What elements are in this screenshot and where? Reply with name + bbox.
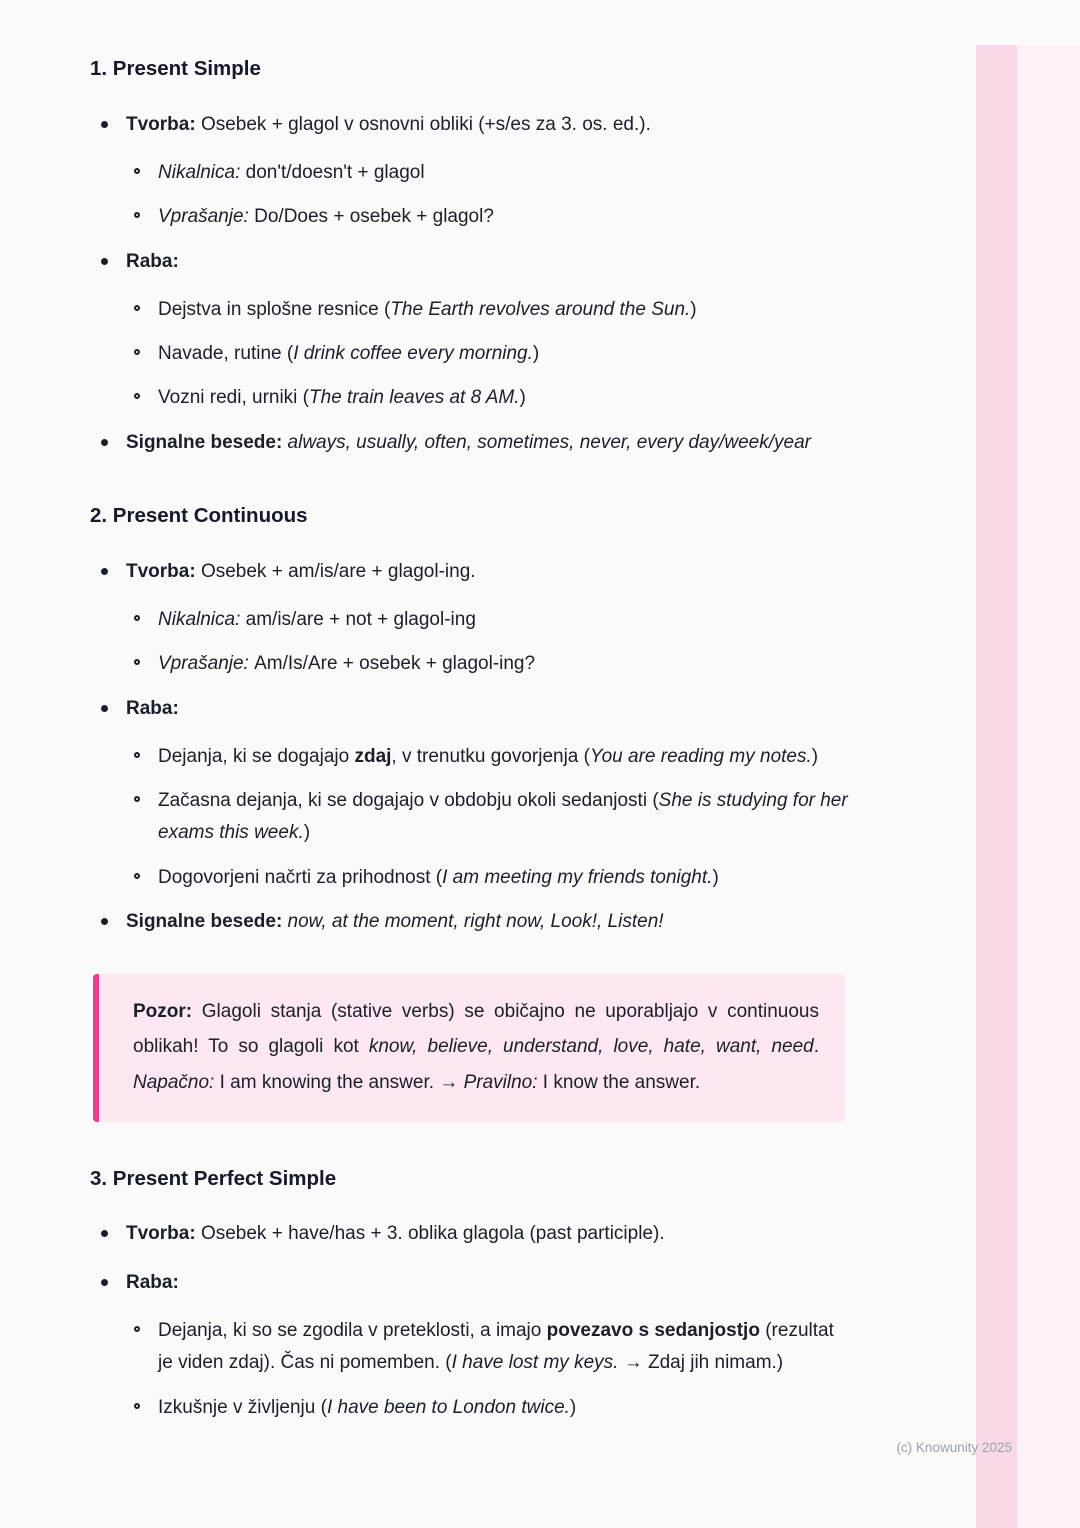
list-item	[90, 109, 852, 141]
text-segment: Osebek + glagol v osnovni obliki (+s/es za 3. os. ed.).	[200, 113, 651, 135]
text-segment: Vprašanje:	[158, 653, 255, 675]
list-item	[90, 246, 852, 278]
text-segment: Am/Is/Are + osebek + glagol-ing?	[254, 653, 536, 675]
bullet-marker	[134, 1326, 140, 1332]
sub-list-item	[90, 157, 852, 189]
sub-list-item	[90, 741, 852, 773]
text-segment: Tvorba:	[126, 560, 201, 582]
text-segment: Osebek + have/has + 3. oblika glagola (past participle).	[200, 1223, 665, 1245]
text-segment: don't/doesn't + glagol	[245, 161, 425, 183]
bullet-marker	[134, 168, 140, 174]
text-segment: )	[690, 298, 697, 320]
bullet-marker	[134, 752, 140, 758]
text-segment: Tvorba:	[126, 113, 201, 135]
text-segment: now, at the moment, right now, Look!, Listen!	[287, 911, 664, 933]
bullet-marker	[101, 705, 108, 712]
bullet-marker	[101, 258, 108, 265]
bullet-marker	[134, 873, 140, 879]
bullet-marker	[101, 918, 108, 925]
text-segment: Navade, rutine (	[158, 343, 294, 365]
text-segment: Do/Does + osebek + glagol?	[254, 206, 494, 228]
bullet-marker	[101, 1279, 108, 1286]
text-segment: Vozni redi, urniki (	[158, 387, 310, 409]
text-segment: Tvorba:	[126, 1223, 201, 1245]
bullet-marker	[134, 305, 140, 311]
list-item	[90, 1218, 852, 1250]
text-segment: I drink coffee every morning.	[293, 343, 533, 365]
text-segment: Glagoli stanja (stative verbs) se običajno ne uporabljajo v continuous oblikah! To so glagoli kot	[133, 1001, 820, 1058]
notes-document	[90, 56, 852, 1436]
text-segment: Signalne besede:	[126, 431, 288, 453]
text-segment: )	[519, 387, 526, 409]
text-segment: Signalne besede:	[126, 911, 288, 933]
section-heading: 2. Present Continuous	[90, 504, 308, 528]
text-segment: Osebek + am/is/are + glagol-ing.	[200, 560, 476, 582]
text-segment: )	[532, 343, 540, 365]
text-segment: )	[569, 1396, 577, 1418]
text-segment: )	[712, 866, 719, 888]
sub-list-item	[90, 604, 852, 636]
sub-list-item	[90, 1392, 852, 1424]
text-segment: Dejanja, ki se dogajajo	[158, 745, 355, 767]
bullet-marker	[134, 796, 140, 802]
list-item	[90, 693, 852, 725]
section-heading: 3. Present Perfect Simple	[90, 1166, 337, 1190]
text-segment: Nikalnica:	[158, 161, 246, 183]
text-segment: .	[813, 1036, 819, 1058]
text-segment: The Earth revolves around the Sun.	[390, 298, 691, 320]
text-segment: I am meeting my friends tonight.	[442, 866, 713, 888]
list-item	[90, 906, 852, 938]
text-segment: povezavo s sedanjostjo	[546, 1319, 760, 1341]
text-segment: )	[811, 745, 819, 767]
text-segment: zdaj	[354, 745, 392, 767]
sub-list-item	[90, 201, 852, 233]
text-segment: I am knowing the answer. →	[219, 1071, 464, 1093]
text-segment: know, believe, understand, love, hate, want, need	[368, 1036, 814, 1058]
text-segment: Začasna dejanja, ki se dogajajo v obdobju okoli sedanjosti (	[158, 790, 659, 812]
list-item	[90, 427, 852, 459]
sub-list-item	[90, 294, 852, 326]
text-segment: Izkušnje v življenju (	[158, 1396, 327, 1418]
bullet-marker	[134, 615, 140, 621]
text-segment: , v trenutku govorjenja (	[391, 745, 590, 767]
text-segment: I have lost my keys.	[451, 1352, 619, 1374]
text-segment: Nikalnica:	[158, 608, 246, 630]
bullet-marker	[134, 1403, 140, 1409]
text-segment: → Zdaj jih nimam.)	[618, 1352, 784, 1374]
bullet-marker	[101, 439, 108, 446]
sub-list-item	[90, 338, 852, 370]
bullet-marker	[134, 349, 140, 355]
text-segment: Raba:	[126, 697, 179, 719]
sub-list-item	[90, 785, 852, 850]
bullet-marker	[101, 1230, 108, 1237]
text-segment: Pravilno:	[463, 1071, 543, 1093]
sub-list-item	[90, 862, 852, 894]
text-segment: You are reading my notes.	[589, 745, 812, 767]
bullet-marker	[101, 121, 108, 128]
text-segment: always, usually, often, sometimes, never, every day/week/year	[287, 431, 811, 453]
section-heading: 1. Present Simple	[90, 57, 261, 80]
warning-callout	[93, 974, 845, 1121]
text-segment: Raba:	[126, 1271, 179, 1293]
text-segment: Dogovorjeni načrti za prihodnost (	[158, 866, 443, 888]
text-segment: The train leaves at 8 AM.	[309, 387, 520, 409]
bullet-marker	[134, 393, 140, 399]
text-segment: I have been to London twice.	[326, 1396, 570, 1418]
sub-list-item	[90, 1315, 852, 1380]
list-item	[90, 556, 852, 588]
text-segment: (rezultat je viden zdaj). Čas ni pomemben. (	[158, 1319, 834, 1374]
text-segment: Pozor:	[133, 1001, 202, 1023]
watermark: (c) Knowunity 2025	[896, 1440, 1012, 1455]
text-segment: I know the answer.	[542, 1071, 701, 1093]
text-segment: Raba:	[126, 250, 179, 272]
text-segment: am/is/are + not + glagol-ing	[245, 608, 476, 630]
side-strip	[976, 45, 1017, 1528]
text-segment: She is studying for her exams this week.	[158, 790, 848, 844]
text-segment: Dejstva in splošne resnice (	[158, 298, 391, 320]
list-item	[90, 1267, 852, 1299]
bullet-marker	[134, 212, 140, 218]
text-segment: )	[303, 822, 311, 844]
bullet-marker	[101, 568, 108, 575]
text-segment: Dejanja, ki so se zgodila v preteklosti, a imajo	[158, 1319, 547, 1341]
bullet-marker	[134, 659, 140, 665]
sub-list-item	[90, 382, 852, 414]
text-segment: Napačno:	[133, 1071, 220, 1093]
sub-list-item	[90, 648, 852, 680]
text-segment: Vprašanje:	[158, 206, 255, 228]
